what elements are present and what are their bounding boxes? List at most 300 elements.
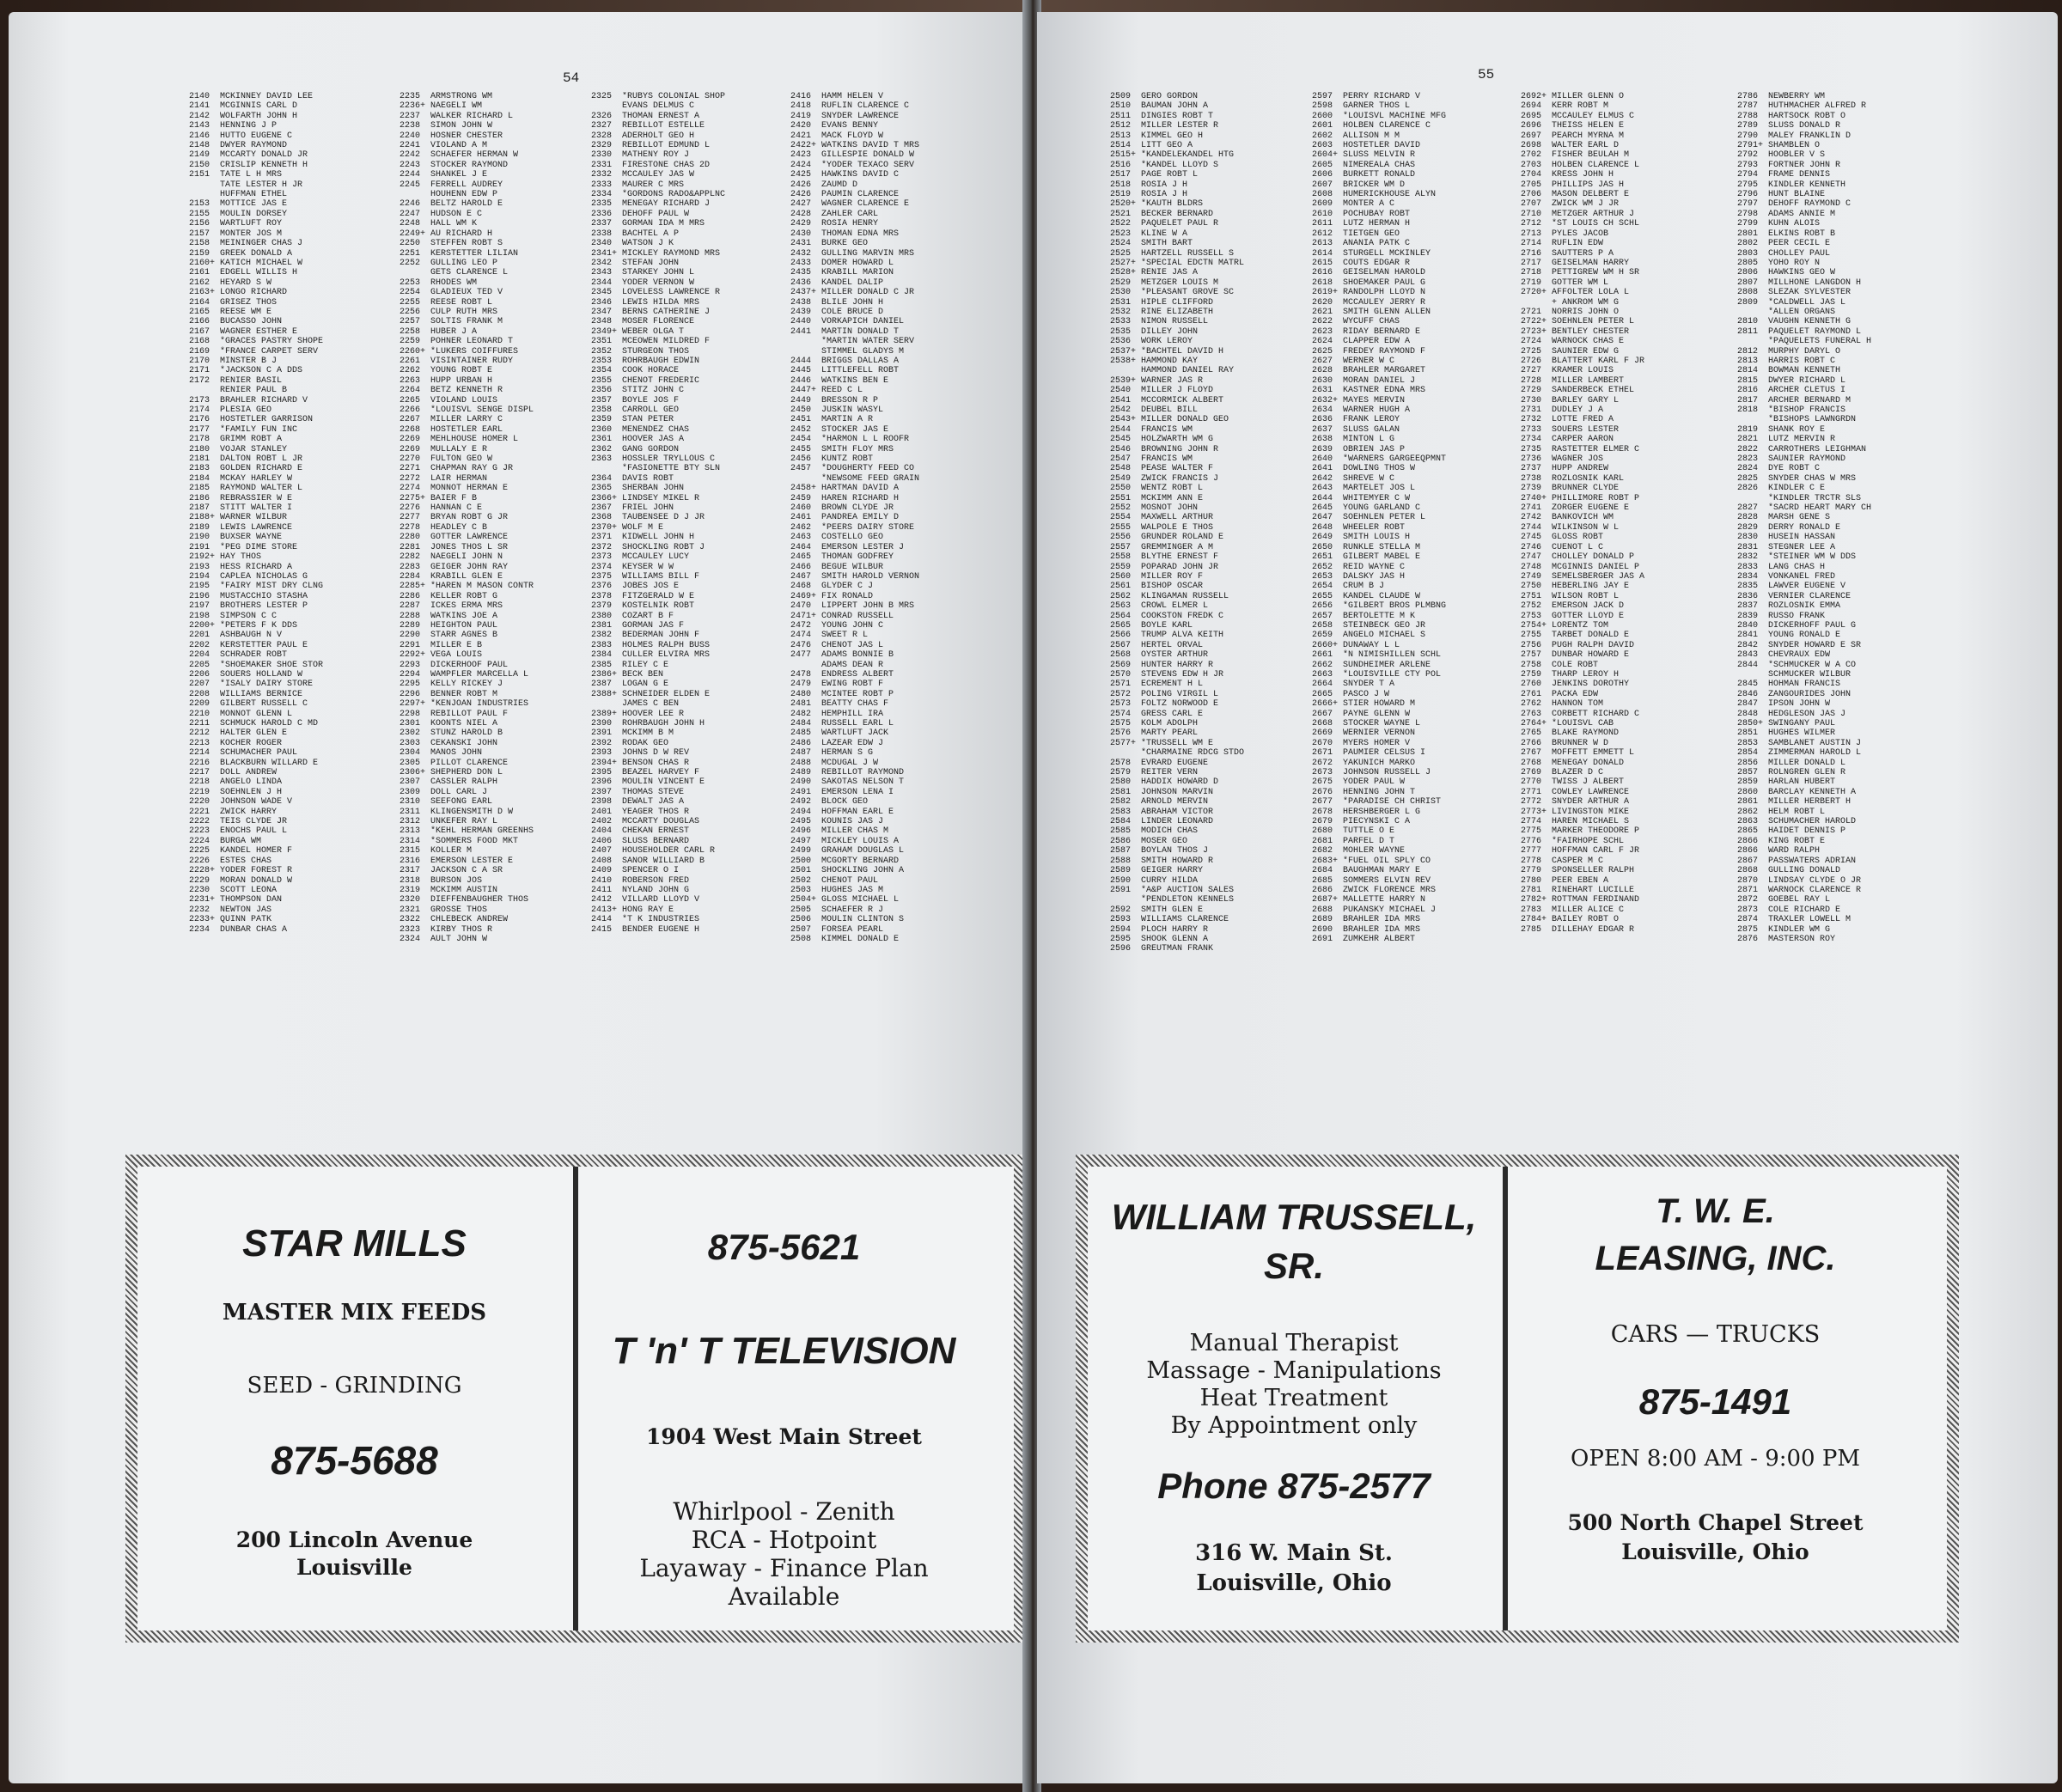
entry-name: EVANS DELMUS C: [622, 101, 695, 112]
entry-number: 2590: [1110, 875, 1132, 886]
entry-name: ARNOLD MERVIN: [1141, 797, 1209, 808]
directory-entry: [400, 925, 597, 935]
entry-number: 2854: [1737, 748, 1759, 759]
directory-entry: [189, 190, 387, 199]
entry-number: 2462: [790, 522, 812, 533]
entry-number: 2256: [400, 307, 421, 317]
directory-entry: [790, 680, 992, 689]
entry-name: VAUGHN KENNETH G: [1768, 317, 1852, 327]
directory-entry: [591, 170, 793, 180]
entry-name: HUMERICKHOUSE ALYN: [1343, 190, 1437, 200]
directory-entry: [1110, 768, 1312, 777]
entry-number: 2594: [1110, 924, 1132, 935]
entry-name: STOCKER WAYNE L: [1343, 719, 1421, 728]
entry-number: 2368: [591, 513, 613, 523]
directory-entry: [400, 719, 597, 728]
directory-entry: [591, 141, 793, 150]
entry-number: 2802: [1737, 239, 1759, 249]
directory-entry: [189, 317, 387, 326]
directory-entry: [591, 92, 793, 101]
entry-name: GARNER THOS L: [1343, 101, 1411, 112]
entry-name: FRIEL JOHN: [622, 503, 674, 514]
entry-name: SHANKEL J E: [430, 170, 488, 180]
entry-name: MILLER LESTER R: [1141, 121, 1219, 131]
entry-name: LAWVER EUGENE V: [1768, 582, 1846, 592]
entry-number: 2494: [790, 807, 812, 817]
entry-name: MOSER GEO: [1141, 836, 1188, 846]
entry-number: 2425: [790, 170, 812, 180]
directory-entry: [591, 728, 793, 738]
entry-name: GULLING MARVIN MRS: [821, 248, 915, 259]
entry-number: 2180: [189, 444, 210, 454]
entry-number: 2542: [1110, 405, 1132, 415]
entry-name: LUTZ HERMAN H: [1343, 219, 1411, 229]
directory-entry: [189, 327, 387, 337]
entry-number: 2593: [1110, 915, 1132, 925]
entry-number: 2222: [189, 817, 210, 827]
entry-name: REBILLOT EDMUND L: [622, 141, 711, 151]
entry-number: 2445: [790, 366, 812, 376]
entry-name: ARMSTRONG WM: [430, 92, 493, 101]
entry-name: HUGHES JAS M: [821, 885, 884, 895]
directory-entry: [1110, 582, 1312, 591]
entry-name: GRUNDER ROLAND E: [1141, 533, 1224, 543]
entry-number: 2675: [1312, 777, 1333, 788]
entry-name: MCDUGAL J W: [821, 758, 879, 768]
entry-name: HERTEL ORVAL: [1141, 640, 1204, 650]
entry-number: 2167: [189, 326, 210, 337]
entry-number: 2325: [591, 92, 613, 101]
directory-entry: [591, 650, 793, 660]
entry-name: MARKER THEODORE P: [1552, 826, 1640, 837]
entry-number: 2230: [189, 885, 210, 895]
directory-entry: [591, 533, 793, 542]
entry-name: VIOLAND A M: [430, 141, 488, 151]
directory-entry: [1110, 210, 1312, 219]
entry-number: 2642: [1312, 473, 1333, 484]
entry-name: MINSTER B J: [220, 356, 278, 366]
entry-number: 2737: [1521, 464, 1542, 474]
entry-number: 2428: [790, 209, 812, 219]
entry-name: HELM ROBT L: [1768, 807, 1826, 817]
entry-name: MCGINNIS DANIEL P: [1552, 562, 1640, 572]
directory-entry: [400, 503, 597, 513]
entry-name: BERTOLETTE M K: [1343, 611, 1416, 621]
entry-name: BRUNNER W D: [1552, 738, 1609, 748]
directory-entry: [591, 308, 793, 317]
directory-entry: [1737, 680, 1943, 689]
entry-name: KANDEL CLAUDE W: [1343, 591, 1421, 601]
directory-entry: [1521, 131, 1727, 141]
entry-name: MILLER E B: [430, 640, 483, 650]
entry-name: *STEINER WM W DDS: [1768, 552, 1857, 563]
directory-entry: [189, 866, 387, 875]
entry-name: BRIGGS DALLAS A: [821, 356, 900, 366]
entry-number: 2474: [790, 631, 812, 641]
entry-number: 2342: [591, 258, 613, 268]
entry-name: SCHMUCKER WILBUR: [1768, 669, 1852, 680]
entry-number: 2620: [1312, 297, 1333, 308]
entry-number: 2863: [1737, 817, 1759, 827]
directory-entry: [1521, 905, 1727, 915]
entry-name: RENIER BASIL: [220, 375, 283, 386]
directory-entry: [400, 661, 597, 670]
entry-number: 2770: [1521, 777, 1542, 788]
directory-entry: [400, 298, 597, 308]
entry-name: KIMMEL DONALD E: [821, 934, 900, 944]
entry-name: PAGE ROBT L: [1141, 170, 1199, 180]
directory-entry: [1737, 728, 1943, 738]
tnt-name: T 'n' T TELEVISION: [612, 1330, 956, 1372]
directory-entry: [400, 405, 597, 415]
directory-entry: [790, 788, 992, 797]
entry-name: MORAN DONALD W: [220, 875, 293, 886]
twe-phone: 875-1491: [1638, 1381, 1792, 1422]
entry-name: KLINE W A: [1141, 229, 1188, 239]
entry-number: 2408: [591, 856, 613, 866]
entry-name: DIEFFENBAUGHER THOS: [430, 895, 529, 905]
entry-number: 2562: [1110, 591, 1132, 601]
entry-number: 2530: [1110, 288, 1132, 298]
entry-name: *KANDEL LLOYD S: [1141, 160, 1219, 170]
directory-entry: [1521, 886, 1727, 895]
entry-name: REBILLOT RAYMOND: [821, 768, 905, 778]
entry-name: DUDLEY J A: [1552, 405, 1604, 415]
entry-number: 2456: [790, 454, 812, 465]
entry-name: YODER VERNON W: [622, 277, 695, 288]
directory-entry: [1110, 935, 1312, 944]
entry-name: *DOUGHERTY FEED CO: [821, 464, 915, 474]
entry-name: SAUNIER EDW G: [1552, 346, 1620, 357]
entry-name: NAEGELI JOHN N: [430, 552, 503, 563]
directory-entry: [1737, 357, 1943, 366]
entry-number: 2753: [1521, 611, 1542, 621]
directory-entry: [189, 268, 387, 277]
directory-entry: [591, 710, 793, 719]
entry-number: 2732: [1521, 415, 1542, 425]
entry-name: POPARAD JOHN JR: [1141, 562, 1219, 572]
entry-name: SHOCKLING JOHN A: [821, 866, 905, 876]
directory-entry: [1312, 935, 1518, 944]
entry-number: 2471+: [790, 611, 817, 621]
entry-number: 2298: [400, 709, 421, 719]
entry-name: TATE L H MRS: [220, 170, 283, 180]
directory-entry: [1521, 719, 1727, 728]
entry-name: HUDSON E C: [430, 209, 483, 219]
entry-name: DALTON ROBT L JR: [220, 454, 303, 465]
directory-entry: [189, 249, 387, 259]
directory-entry: [591, 690, 793, 699]
entry-name: MARSH GENE S: [1768, 513, 1831, 523]
directory-entry: [591, 376, 793, 386]
entry-name: MANOS JOHN: [430, 748, 483, 759]
entry-number: 2378: [591, 591, 613, 601]
directory-entry: [1521, 728, 1727, 738]
entry-name: DEWALT JAS A: [622, 797, 685, 808]
entry-name: KUNTZ ROBT: [821, 454, 874, 465]
directory-entry: [1312, 876, 1518, 886]
directory-entry: [1312, 503, 1518, 513]
directory-entry: [400, 112, 597, 121]
directory-entry: [1110, 631, 1312, 640]
entry-number: 2718: [1521, 268, 1542, 278]
directory-entry: [400, 376, 597, 386]
directory-entry: [1737, 210, 1943, 219]
entry-number: 2330: [591, 150, 613, 161]
directory-entry: [1521, 415, 1727, 424]
directory-entry: [790, 268, 992, 277]
entry-number: 2326: [591, 111, 613, 121]
directory-entry: [1312, 680, 1518, 689]
entry-name: WARNER WILBUR: [220, 513, 288, 523]
directory-entry: [1110, 572, 1312, 582]
entry-name: MINTON L G: [1343, 435, 1395, 445]
entry-number: 2733: [1521, 424, 1542, 435]
entry-name: GROSSE THOS: [430, 905, 488, 915]
directory-entry: [1110, 347, 1312, 357]
directory-entry: [1521, 915, 1727, 924]
entry-number: 2472: [790, 620, 812, 631]
entry-name: MCEOWEN MILDRED F: [622, 337, 711, 347]
entry-name: WARNER HUGH A: [1343, 405, 1411, 415]
directory-entry: [1110, 886, 1312, 895]
entry-name: ENOCHS PAUL L: [220, 826, 288, 837]
entry-number: 2788: [1737, 111, 1759, 121]
entry-number: 2831: [1737, 542, 1759, 552]
entry-number: 2657: [1312, 611, 1333, 621]
directory-entry: [591, 759, 793, 768]
directory-entry: [1737, 170, 1943, 180]
directory-column-7: [1521, 92, 1727, 1150]
entry-number: 2578: [1110, 758, 1132, 768]
entry-name: SCOTT LEONA: [220, 885, 278, 895]
entry-name: PETTIGREW WM H SR: [1552, 268, 1640, 278]
directory-entry: [1737, 876, 1943, 886]
directory-entry: [400, 131, 597, 141]
entry-name: GLOSS ROBT: [1552, 533, 1604, 543]
entry-name: MCKIMM ANN E: [1141, 493, 1204, 503]
directory-entry: [1312, 592, 1518, 601]
entry-name: MENEGAY DONALD: [1552, 758, 1625, 768]
directory-entry: [1110, 680, 1312, 689]
entry-number: 2527+: [1110, 258, 1137, 268]
directory-entry: [1312, 278, 1518, 288]
directory-entry: [400, 474, 597, 484]
entry-name: FREDEY RAYMOND F: [1343, 346, 1426, 357]
entry-name: CHAPMAN RAY G JR: [430, 464, 514, 474]
entry-number: 2233+: [189, 915, 216, 925]
entry-name: FISHER BEULAH M: [1552, 150, 1630, 161]
directory-entry: [189, 425, 387, 435]
entry-name: MALEY FRANKLIN D: [1768, 131, 1852, 141]
entry-name: JENKINS DOROTHY: [1552, 680, 1630, 690]
entry-name: WYCUFF CHAS: [1343, 317, 1400, 327]
directory-entry: [1521, 680, 1727, 689]
directory-entry: [1737, 405, 1943, 415]
directory-entry: [591, 288, 793, 297]
entry-number: 2509: [1110, 92, 1132, 101]
entry-number: 2631: [1312, 386, 1333, 396]
entry-number: 2783: [1521, 905, 1542, 915]
entry-name: COOK HORACE: [622, 366, 680, 376]
directory-entry: [790, 121, 992, 131]
directory-entry: [1521, 523, 1727, 533]
entry-number: 2304: [400, 748, 421, 759]
entry-number: 2359: [591, 415, 613, 425]
directory-entry: [1737, 484, 1943, 493]
entry-number: 2282: [400, 552, 421, 563]
directory-entry: [189, 131, 387, 141]
directory-entry: [1737, 631, 1943, 640]
entry-name: BARLEY GARY L: [1552, 395, 1620, 405]
entry-name: COOKSTON FREDK C: [1141, 611, 1224, 621]
directory-entry: [790, 905, 992, 915]
directory-entry: [189, 474, 387, 484]
entry-number: 2191: [189, 542, 210, 552]
directory-entry: [1312, 710, 1518, 719]
entry-name: HOSTETLER EARL: [430, 424, 503, 435]
directory-entry: [400, 572, 597, 582]
entry-number: 2596: [1110, 944, 1132, 954]
directory-entry: [1737, 817, 1943, 826]
entry-number: 2449: [790, 395, 812, 405]
directory-entry: [189, 347, 387, 357]
directory-entry: [1312, 101, 1518, 111]
directory-entry: [1737, 572, 1943, 582]
star-mills-address1: 200 Lincoln Avenue: [235, 1527, 473, 1552]
entry-number: 2163+: [189, 288, 216, 298]
entry-number: 2819: [1737, 424, 1759, 435]
entry-number: 2487: [790, 748, 812, 759]
entry-number: 2245: [400, 180, 421, 190]
directory-entry: [189, 278, 387, 288]
directory-entry: [400, 386, 597, 395]
entry-number: 2514: [1110, 141, 1132, 151]
directory-entry: [790, 288, 992, 297]
directory-entry: [1737, 661, 1943, 670]
directory-entry: [1521, 259, 1727, 268]
directory-entry: [591, 210, 793, 219]
entry-number: 2346: [591, 297, 613, 308]
directory-entry: [591, 817, 793, 826]
entry-number: 2683+: [1312, 856, 1339, 866]
entry-name: KLINGAMAN RUSSELL: [1141, 591, 1229, 601]
directory-entry: [400, 895, 597, 905]
entry-number: 2376: [591, 582, 613, 592]
entry-number: 2327: [591, 121, 613, 131]
entry-number: 2402: [591, 817, 613, 827]
entry-name: ADAMS ANNIE M: [1768, 209, 1836, 219]
directory-entry: [1521, 641, 1727, 650]
directory-entry: [591, 249, 793, 259]
directory-entry: [1110, 92, 1312, 101]
entry-name: STIER HOWARD M: [1343, 699, 1416, 710]
directory-entry: [790, 376, 992, 386]
entry-name: WOLFARTH JOHN H: [220, 111, 298, 121]
entry-name: CHEKAN ERNEST: [622, 826, 690, 837]
entry-number: 2677: [1312, 797, 1333, 808]
entry-number: 2823: [1737, 454, 1759, 465]
entry-name: REESE WM E: [220, 307, 272, 317]
entry-name: PHILLIPS JAS H: [1552, 180, 1625, 190]
entry-name: SCHNEIDER ELDEN E: [622, 689, 711, 699]
entry-number: 2242: [400, 150, 421, 161]
entry-name: MATHENY ROY J: [622, 150, 690, 161]
entry-name: MILLER ROY F: [1141, 571, 1204, 582]
directory-entry: [591, 425, 793, 435]
entry-number: 2787: [1737, 101, 1759, 112]
entry-number: 2754+: [1521, 620, 1547, 631]
entry-name: GOTTER LLOYD E: [1552, 611, 1625, 621]
entry-number: 2748: [1521, 562, 1542, 572]
directory-entry: [591, 612, 793, 621]
directory-entry: [400, 425, 597, 435]
directory-entry: [1521, 405, 1727, 415]
entry-name: SOUERS LESTER: [1552, 424, 1620, 435]
directory-entry: [1521, 826, 1727, 836]
entry-number: 2547: [1110, 454, 1132, 465]
entry-number: 2306+: [400, 768, 426, 778]
directory-entry: [189, 484, 387, 493]
entry-number: 2490: [790, 777, 812, 788]
directory-entry: [1521, 739, 1727, 748]
entry-name: BAUMAN JOHN A: [1141, 101, 1209, 112]
entry-number: 2212: [189, 728, 210, 739]
directory-entry: [189, 612, 387, 621]
entry-name: STAN PETER: [622, 415, 674, 425]
entry-name: ZWICK HARRY: [220, 807, 278, 817]
entry-name: BROWN CLYDE JR: [821, 503, 894, 514]
entry-number: 2235: [400, 92, 421, 101]
entry-name: *FAIRY MIST DRY CLNG: [220, 582, 324, 592]
entry-number: 2795: [1737, 180, 1759, 190]
entry-number: 2479: [790, 680, 812, 690]
directory-entry: [1312, 886, 1518, 895]
entry-name: CHEVRAUX EDW: [1768, 650, 1831, 661]
entry-number: 2713: [1521, 229, 1542, 239]
entry-name: BLACKBURN WILLARD E: [220, 758, 319, 768]
directory-entry: [189, 631, 387, 640]
entry-name: BUXSER WAYNE: [220, 533, 283, 543]
entry-number: 2747: [1521, 552, 1542, 563]
entry-number: 2570: [1110, 669, 1132, 680]
entry-name: SWINGANY PAUL: [1768, 719, 1836, 728]
entry-name: SEMELSBERGER JAS A: [1552, 571, 1645, 582]
entry-name: JOBES JOS E: [622, 582, 680, 592]
directory-entry: [1312, 563, 1518, 572]
entry-number: 2866: [1737, 836, 1759, 846]
directory-entry: [1312, 464, 1518, 473]
directory-entry: [591, 150, 793, 160]
directory-entry: [1110, 268, 1312, 277]
entry-name: LITTLEFELL ROBT: [821, 366, 900, 376]
entry-number: 2271: [400, 464, 421, 474]
entry-number: 2251: [400, 248, 421, 259]
directory-column-4: [790, 92, 992, 1150]
directory-entry: [400, 670, 597, 680]
entry-number: 2223: [189, 826, 210, 837]
entry-name: WATSON J K: [622, 239, 674, 249]
directory-entry: [1312, 210, 1518, 219]
entry-name: SNYDER HOWARD E SR: [1768, 640, 1862, 650]
ad-strip-right: [1076, 1155, 1959, 1643]
entry-number: 2485: [790, 728, 812, 739]
entry-name: HEIGHTON PAUL: [430, 620, 498, 631]
entry-name: MENEGAY RICHARD J: [622, 199, 711, 210]
directory-entry: [1312, 121, 1518, 131]
entry-name: *LOUISVILLE CTY POL: [1343, 669, 1442, 680]
entry-name: KOCHER ROGER: [220, 738, 283, 748]
